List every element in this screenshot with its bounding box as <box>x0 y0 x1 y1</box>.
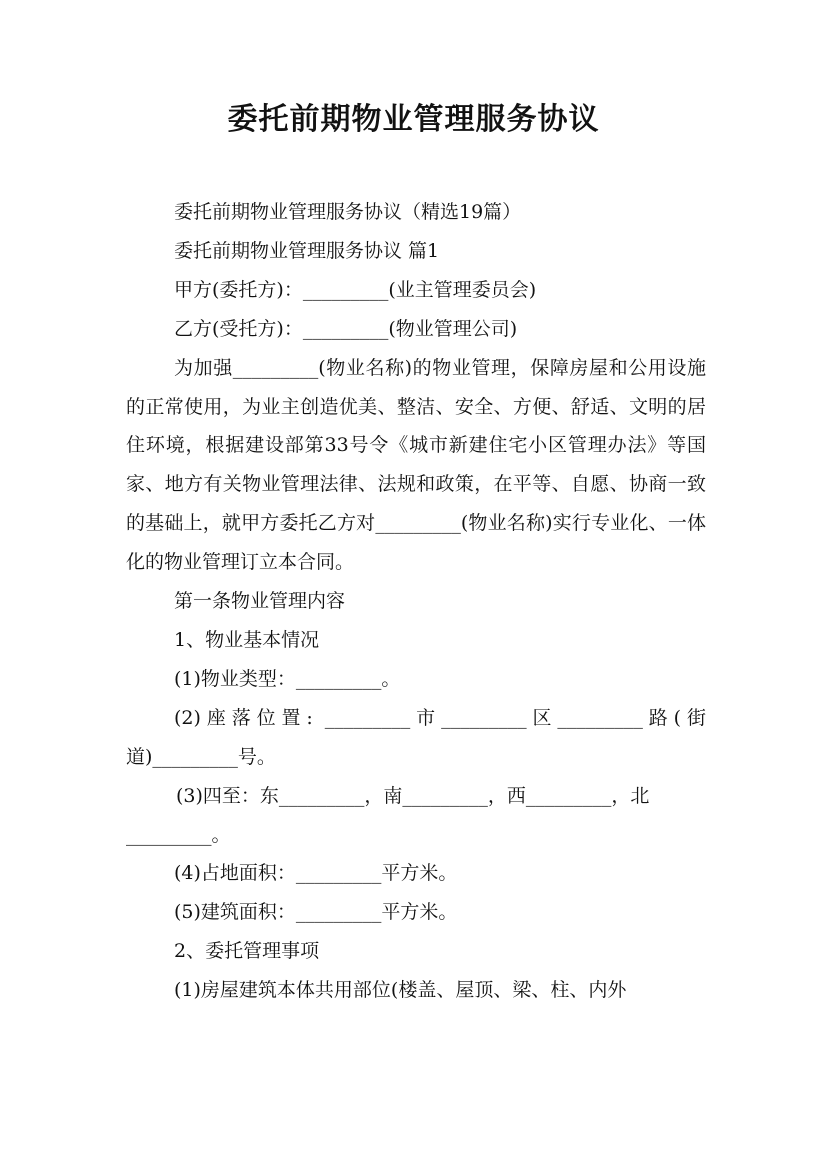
paragraph-article-heading: 委托前期物业管理服务协议 篇1 <box>174 239 440 262</box>
document-title: 委托前期物业管理服务协议 <box>227 102 600 137</box>
paragraph-preamble: 为加强_________(物业名称)的物业管理，保障房屋和公用设施的正常使用，为业主创造优美、整洁、安全、方便、舒适、文明的居住环境，根据建设部第33号令《城市新建住宅小区管理办法》等国家、地方有关物业管理法律、法规和政策，在平等、自愿、协商一致的基础上，就甲方委托乙方对_________(物业名称)实行专业化、一体化的物业管理订立本合同。 <box>126 356 706 574</box>
paragraph-collection-heading: 委托前期物业管理服务协议（精选19篇） <box>174 201 522 223</box>
document-body <box>126 193 706 1010</box>
paragraph-location: (2)座落位置: _________市_________区_________路(街道)_________号。 <box>126 706 706 768</box>
paragraph-section-1-heading: 第一条物业管理内容 <box>174 590 346 613</box>
paragraph-boundaries: (3)四至：东_________，南_________，西_________，北_________。 <box>126 784 650 846</box>
paragraph-property-type: (1)物业类型：_________。 <box>174 667 401 690</box>
paragraph-building-area: (5)建筑面积：_________平方米。 <box>174 901 458 924</box>
paragraph-management-items-heading: 2、委托管理事项 <box>174 940 320 963</box>
paragraph-basic-info-heading: 1、物业基本情况 <box>174 628 320 651</box>
paragraph-party-b: 乙方(受托方)：_________(物业管理公司) <box>174 317 518 340</box>
paragraph-shared-parts: (1)房屋建筑本体共用部位(楼盖、屋顶、梁、柱、内外 <box>174 979 627 1002</box>
paragraph-land-area: (4)占地面积：_________平方米。 <box>174 862 458 885</box>
paragraph-party-a: 甲方(委托方)：_________(业主管理委员会) <box>174 278 537 301</box>
